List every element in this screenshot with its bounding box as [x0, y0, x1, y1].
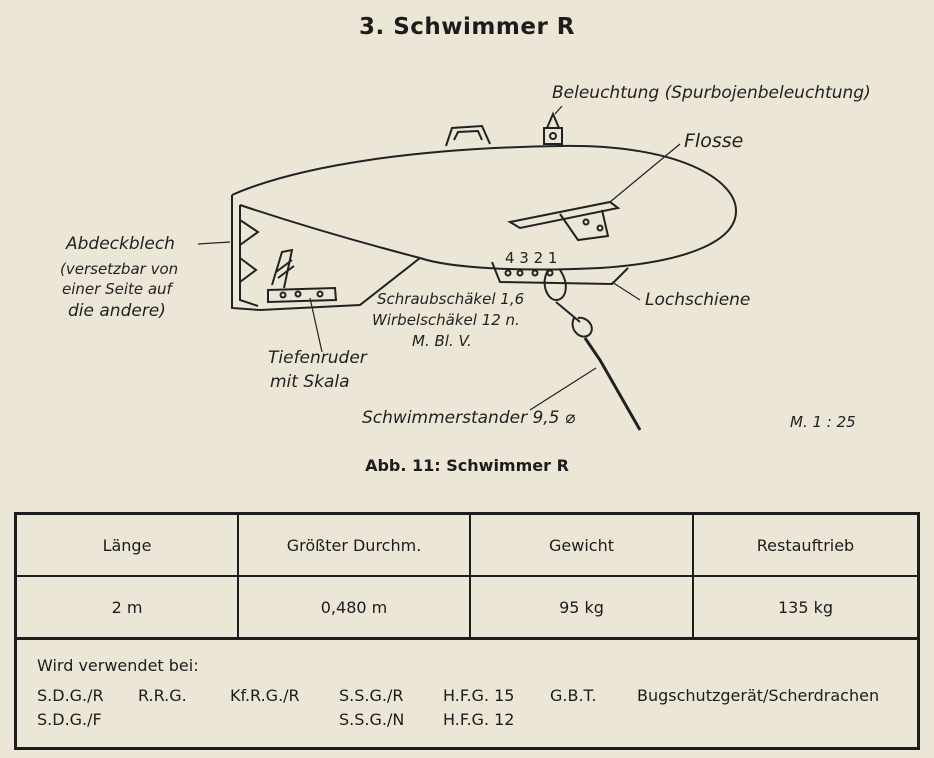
- header-laenge: Länge: [17, 515, 239, 575]
- usage-item: S.D.G./R: [37, 686, 104, 705]
- usage-item: S.S.G./R: [339, 686, 404, 705]
- usage-item: S.S.G./N: [339, 710, 405, 729]
- label-schaekel-1: Schraubschäkel 1,6: [377, 290, 525, 308]
- value-durchmesser: 0,480 m: [239, 577, 471, 637]
- label-lochschiene: Lochschiene: [645, 290, 751, 310]
- label-schaekel-3: M. Bl. V.: [412, 332, 472, 350]
- header-durchmesser: Größter Durchm.: [239, 515, 471, 575]
- header-gewicht: Gewicht: [471, 515, 694, 575]
- label-abdeckblech-4: die andere): [68, 301, 166, 321]
- usage-item: R.R.G.: [138, 686, 187, 705]
- usage-item: S.D.G./F: [37, 710, 102, 729]
- cover-plate: [240, 220, 258, 282]
- label-tiefenruder-2: mit Skala: [270, 372, 350, 392]
- table-value-row: [17, 577, 917, 640]
- lamp: [544, 128, 562, 144]
- leader-beleuchtung: [555, 106, 562, 114]
- spec-table: [14, 512, 920, 750]
- usage-item: Kf.R.G./R: [230, 686, 300, 705]
- value-restauftrieb: 135 kg: [777, 597, 834, 617]
- handle: [446, 126, 490, 146]
- usage-item: H.F.G. 12: [443, 710, 515, 729]
- value-gewicht: 95 kg: [471, 577, 694, 637]
- hull-underside: [240, 205, 420, 258]
- usage-label: Wird verwendet bei:: [37, 656, 199, 675]
- label-schaekel-2: Wirbelschäkel 12 n.: [372, 311, 520, 329]
- usage-item: G.B.T.: [550, 686, 597, 705]
- usage-item: H.F.G. 15: [443, 686, 515, 705]
- hull-outline: [232, 146, 736, 270]
- table-header-row: [17, 515, 917, 577]
- label-abdeckblech-3: einer Seite auf: [62, 280, 172, 298]
- label-abdeckblech-2: (versetzbar von: [60, 260, 179, 278]
- usage-section: [17, 640, 917, 750]
- fin: [510, 202, 618, 228]
- label-stander: Schwimmerstander 9,5 ⌀: [362, 408, 576, 428]
- label-tiefenruder-1: Tiefenruder: [268, 348, 367, 368]
- swivel: [556, 302, 592, 337]
- leader-lochschiene: [612, 282, 640, 300]
- value-laenge: 2 m: [17, 577, 239, 637]
- depth-rudder: [268, 288, 336, 302]
- label-hole-numbers: 4 3 2 1: [505, 249, 558, 267]
- figure-caption: Abb. 11: Schwimmer R: [365, 456, 569, 475]
- label-abdeckblech-1: Abdeckblech: [66, 234, 175, 254]
- usage-item: Bugschutzgerät/Scherdrachen: [637, 686, 880, 705]
- label-flosse: Flosse: [684, 130, 744, 152]
- label-scale: M. 1 : 25: [790, 413, 856, 431]
- leader-stander: [530, 368, 596, 410]
- page-title: 3. Schwimmer R: [358, 14, 576, 40]
- stander-line: [585, 338, 640, 430]
- header-restauftrieb: Restauftrieb: [756, 535, 855, 555]
- label-beleuchtung: Beleuchtung (Spurbojenbeleuchtung): [552, 83, 871, 103]
- leader-abdeckblech: [198, 242, 230, 244]
